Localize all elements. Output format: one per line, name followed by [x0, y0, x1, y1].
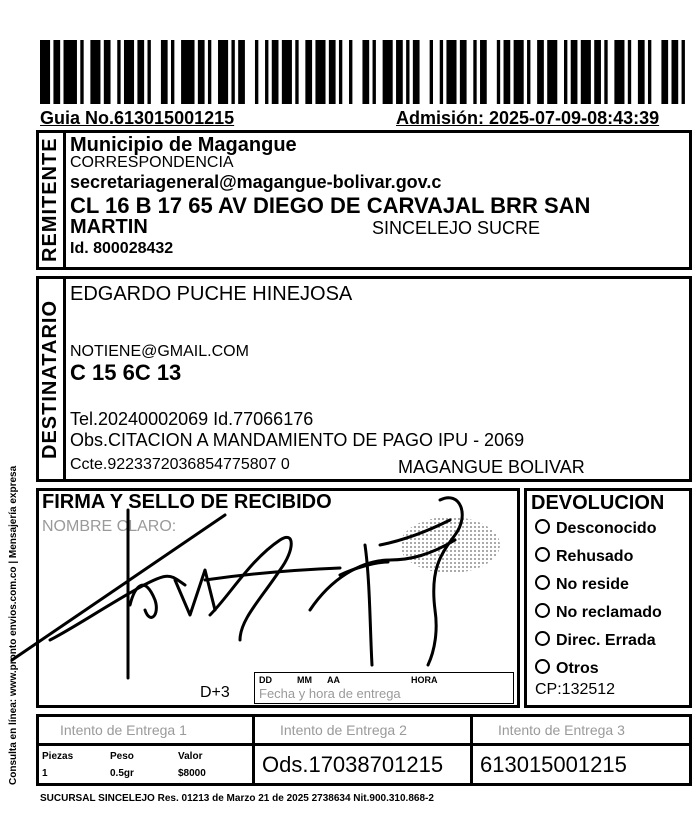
option-label: No reclamado [556, 604, 662, 621]
barcode-bar [255, 40, 258, 104]
barcode-bar [383, 40, 393, 104]
barcode-bar [430, 40, 433, 104]
radio-circle-icon [535, 631, 550, 646]
option-label: Desconocido [556, 520, 657, 537]
remitente-email: secretariageneral@magangue-bolivar.gov.c [70, 172, 442, 192]
remitente-id: Id. 800028432 [70, 240, 174, 257]
barcode-bar [40, 40, 50, 104]
firma-title: FIRMA Y SELLO DE RECIBIDO [42, 491, 332, 513]
radio-circle-icon [535, 547, 550, 562]
intento-3-label: Intento de Entrega 3 [498, 722, 625, 738]
radio-circle-icon [535, 519, 550, 534]
intento-2-label: Intento de Entrega 2 [280, 722, 407, 738]
barcode-bar [604, 40, 607, 104]
barcode-bar [272, 40, 279, 104]
barcode-bar [218, 40, 228, 104]
radio-circle-icon [535, 659, 550, 674]
destinatario-address: C 15 6C 13 [70, 360, 182, 385]
radio-circle-icon [535, 575, 550, 590]
option-rehusado[interactable] [535, 547, 633, 566]
ods-number: Ods.17038701215 [262, 752, 444, 777]
destinatario-label: DESTINATARIO [39, 299, 61, 459]
option-label: Rehusado [556, 548, 634, 565]
barcode-bar [362, 40, 369, 104]
devolucion-box [524, 488, 692, 708]
remitente-city: SINCELEJO SUCRE [372, 218, 541, 238]
side-info-text: Consulta en línea: www.pronto envios.com.co | Mensajería expresa [8, 465, 19, 785]
barcode-bar [527, 40, 530, 104]
barcode-bar [460, 40, 467, 104]
remitente-dept: CORRESPONDENCIA [70, 154, 234, 171]
date-head-aa: AA [327, 675, 340, 685]
intento-1-label: Intento de Entrega 1 [60, 722, 187, 738]
remitente-address-line2: MARTIN [70, 216, 148, 238]
barcode-bar [104, 40, 111, 104]
barcode-bar [295, 40, 298, 104]
barcode-bar [161, 40, 168, 104]
barcode-bar [64, 40, 77, 104]
piezas-value: 1 [42, 768, 48, 779]
barcode-bar [594, 40, 601, 104]
option-no-reclamado[interactable] [535, 603, 662, 622]
barcode-bar [564, 40, 567, 104]
cp-code: CP:132512 [535, 681, 616, 698]
destinatario-name: EDGARDO PUCHE HINEJOSA [70, 283, 353, 305]
option-desconocido[interactable] [535, 519, 656, 538]
barcode-bar [497, 40, 500, 104]
barcode-bar [547, 40, 557, 104]
barcode-bar [53, 40, 60, 104]
barcode-bar [282, 40, 292, 104]
signature-scribble [10, 490, 515, 680]
destinatario-label-cell [36, 276, 66, 482]
peso-value: 0.5gr [110, 768, 134, 779]
destinatario-email: NOTIENE@GMAIL.COM [70, 343, 249, 360]
barcode [40, 40, 695, 104]
barcode-bar [171, 40, 174, 104]
footer-text: SUCURSAL SINCELEJO Res. 01213 de Marzo 21 de 2025 2738634 Nit.900.310.868-2 [40, 793, 434, 804]
barcode-bar [339, 40, 342, 104]
barcode-bar [480, 40, 487, 104]
barcode-bar [80, 40, 83, 104]
peso-head: Peso [110, 751, 134, 762]
option-otros[interactable] [535, 659, 599, 678]
barcode-bar [638, 40, 645, 104]
radio-circle-icon [535, 603, 550, 618]
barcode-bar [413, 40, 420, 104]
fecha-label: Fecha y hora de entrega [259, 686, 401, 701]
barcode-bar [373, 40, 376, 104]
destinatario-city: MAGANGUE BOLIVAR [398, 457, 585, 477]
guia-number-header: Guia No.613015001215 [40, 108, 235, 128]
barcode-bar [671, 40, 678, 104]
d3-label: D+3 [200, 684, 230, 701]
barcode-bar [396, 40, 403, 104]
destinatario-tel: Tel.20240002069 Id.77066176 [70, 409, 314, 429]
barcode-bar [208, 40, 211, 104]
barcode-bar [571, 40, 578, 104]
destinatario-ccte: Ccte.9223372036854775807 0 [70, 456, 290, 473]
barcode-bar [305, 40, 312, 104]
option-label: No reside [556, 576, 629, 593]
barcode-bar [661, 40, 668, 104]
barcode-bar [440, 40, 443, 104]
barcode-bar [117, 40, 120, 104]
remitente-label: REMITENTE [39, 137, 61, 263]
barcode-bar [349, 40, 352, 104]
barcode-bar [504, 40, 511, 104]
option-label: Otros [556, 660, 599, 677]
remitente-name: Municipio de Magangue [70, 134, 297, 156]
barcode-bar [581, 40, 591, 104]
barcode-bar [90, 40, 100, 104]
guia-number-footer: 613015001215 [480, 752, 627, 777]
barcode-bar [514, 40, 524, 104]
barcode-bar [446, 40, 456, 104]
barcode-bar [406, 40, 409, 104]
barcode-bar [682, 40, 685, 104]
barcode-bar [238, 40, 245, 104]
devolucion-title: DEVOLUCION [531, 492, 665, 514]
barcode-bar [181, 40, 194, 104]
barcode-bar [137, 40, 144, 104]
nombre-claro-label: NOMBRE CLARO: [42, 518, 177, 535]
barcode-bar [329, 40, 336, 104]
barcode-bar [265, 40, 268, 104]
barcode-bar [628, 40, 631, 104]
barcode-bar [147, 40, 150, 104]
option-no-reside[interactable] [535, 575, 629, 594]
barcode-bar [124, 40, 134, 104]
barcode-bar [315, 40, 325, 104]
admission-date: Admisión: 2025-07-09-08:43:39 [396, 108, 660, 128]
barcode-bar [473, 40, 476, 104]
barcode-bar [231, 40, 234, 104]
option-label: Direc. Errada [556, 632, 656, 649]
barcode-bar [648, 40, 651, 104]
valor-value: $8000 [178, 768, 206, 779]
date-head-dd: DD [259, 675, 272, 685]
barcode-bar [198, 40, 205, 104]
valor-head: Valor [178, 751, 203, 762]
date-head-hora: HORA [411, 675, 438, 685]
barcode-bar [614, 40, 624, 104]
piezas-head: Piezas [42, 751, 74, 762]
date-head-mm: MM [297, 675, 312, 685]
remitente-address-line1: CL 16 B 17 65 AV DIEGO DE CARVAJAL BRR SAN [70, 193, 591, 218]
option-direc-errada[interactable] [535, 631, 656, 650]
barcode-bar [537, 40, 544, 104]
destinatario-obs: Obs.CITACION A MANDAMIENTO DE PAGO IPU - 2069 [70, 430, 525, 450]
remitente-label-cell [36, 130, 66, 270]
